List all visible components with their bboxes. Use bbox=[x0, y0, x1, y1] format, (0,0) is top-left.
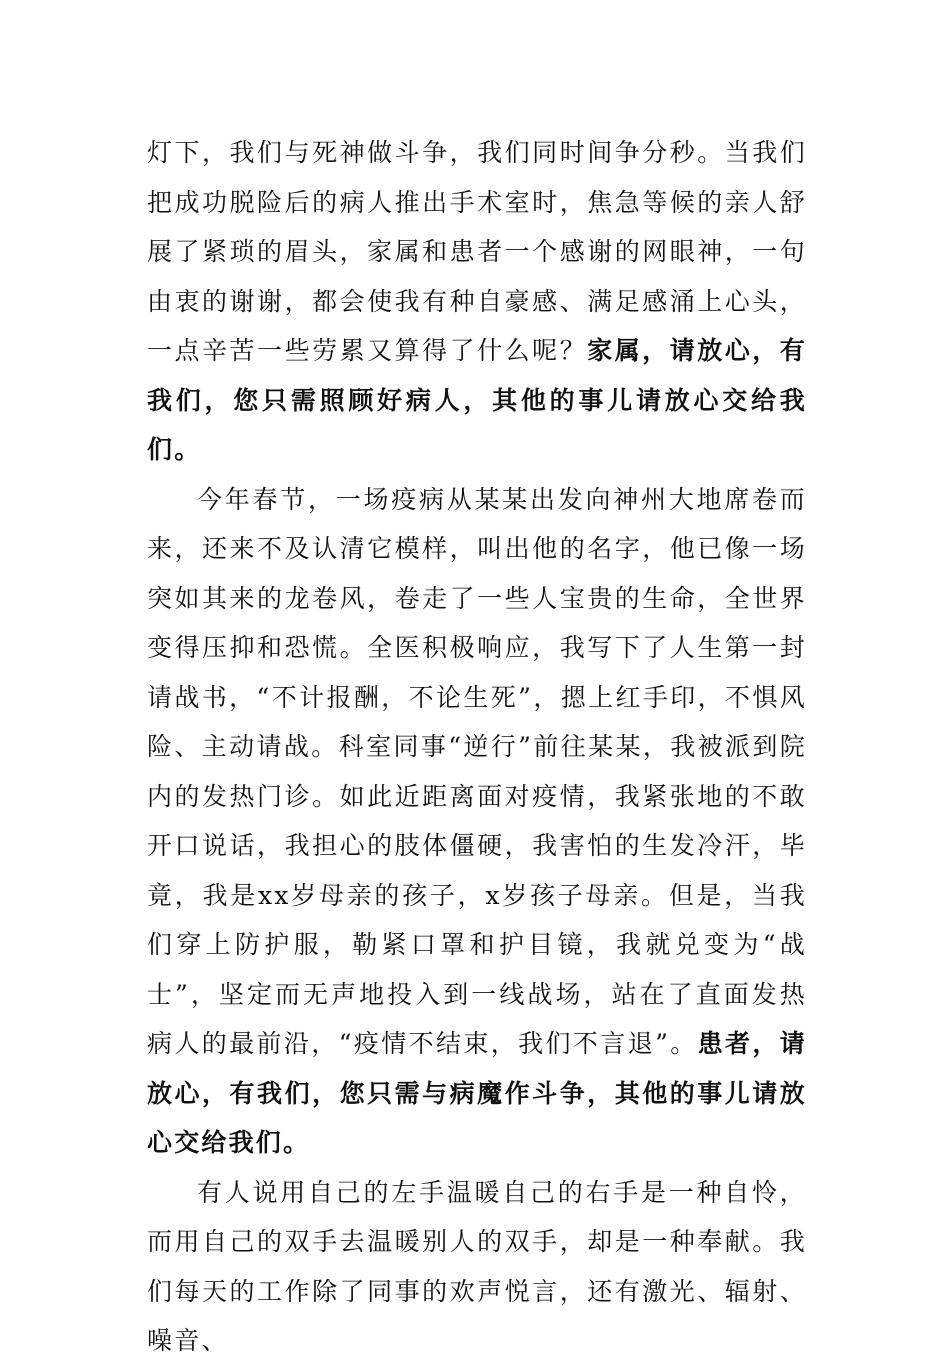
paragraph-3 bbox=[147, 1168, 807, 1366]
paragraph-1-text: 灯下，我们与死神做斗争，我们同时间争分秒。当我们把成功脱险后的病人推出手术室时，焦急等候的亲人舒展了紧琐的眉头，家属和患者一个感谢的网眼神，一句由衷的谢谢，都会使我有种自豪感、满足感涌上心头，一点辛苦一些劳累又算得了什么呢？ bbox=[147, 138, 807, 365]
paragraph-2-bold-text: 患者，请放心，有我们，您只需与病魔作斗争，其他的事儿请放心交给我们。 bbox=[147, 1029, 807, 1157]
paragraph-2 bbox=[147, 475, 807, 1168]
paragraph-1 bbox=[147, 128, 807, 475]
paragraph-3-text: 有人说用自己的左手温暖自己的右手是一种自怜，而用自己的双手去温暖别人的双手，却是一种奉献。我们每天的工作除了同事的欢声悦言，还有激光、辐射、噪音、 bbox=[147, 1177, 807, 1355]
paragraph-1-bold-text: 家属，请放心，有我们，您只需照顾好病人，其他的事儿请放心交给我们。 bbox=[147, 336, 807, 464]
document-body bbox=[147, 128, 807, 1366]
paragraph-2-text: 今年春节，一场疫病从某某出发向神州大地席卷而来，还来不及认清它模样，叫出他的名字，他已像一场突如其来的龙卷风，卷走了一些人宝贵的生命，全世界变得压抑和恐慌。全医积极响应，我写下了人生第一封请战书，“不计报酬，不论生死”，摁上红手印，不惧风险、主动请战。科室同事“逆行”前往某某，我被派到院内的发热门诊。如此近距离面对疫情，我紧张地的不敢开口说话，我担心的肢体僵硬，我害怕的生发冷汗，毕竟，我是xx岁母亲的孩子，x岁孩子母亲。但是，当我们穿上防护服，勒紧口罩和护目镜，我就兑变为“战士”，坚定而无声地投入到一线战场，站在了直面发热病人的最前沿，“疫情不结束，我们不言退”。 bbox=[147, 484, 807, 1058]
